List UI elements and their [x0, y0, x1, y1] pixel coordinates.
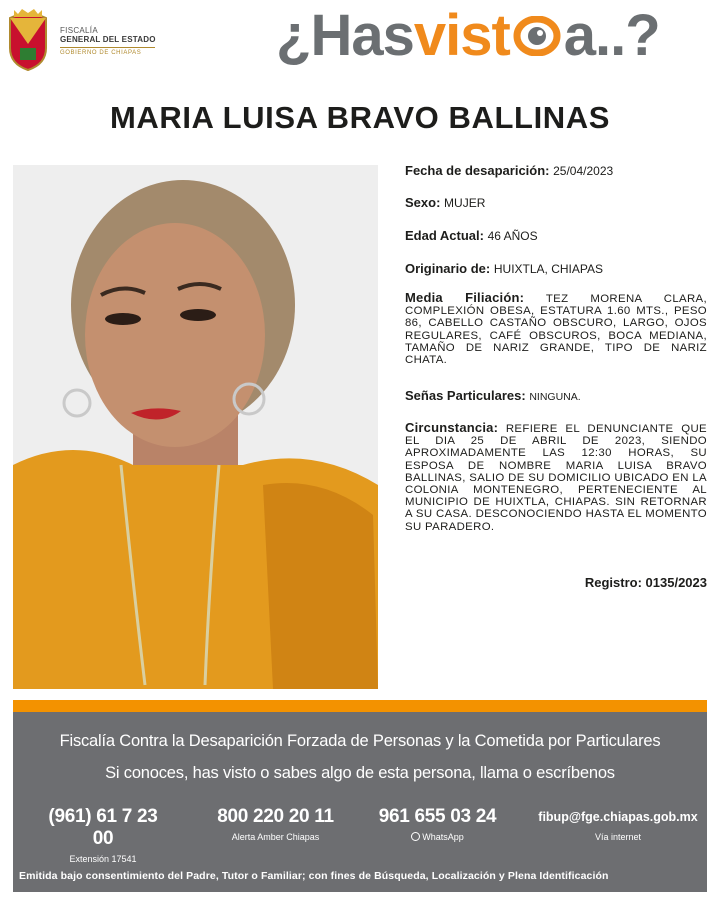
header [0, 0, 720, 85]
agency-line-3: GOBIERNO DE CHIAPAS [60, 47, 155, 57]
sexo-value: MUJER [444, 196, 486, 210]
whatsapp-icon [411, 832, 420, 841]
contact-caption-row [375, 832, 500, 842]
contact-whatsapp [375, 806, 500, 842]
edad-value: 46 AÑOS [487, 229, 538, 243]
contact-amber-alert [213, 806, 338, 842]
footer-title: Fiscalía Contra la Desaparición Forzada de Personas y la Cometida por Particulares [59, 732, 661, 750]
accent-bar [13, 700, 707, 712]
agency-name [60, 26, 156, 57]
originario-value: HUIXTLA, CHIAPAS [493, 262, 603, 276]
campaign-logo [276, 2, 660, 72]
filiacion-block [405, 291, 707, 366]
brand-question-mark: ¿ [276, 3, 311, 68]
originario-label: Originario de: [405, 261, 491, 276]
sexo-label: Sexo: [405, 195, 441, 210]
sexo-row [405, 195, 485, 211]
contact-email [533, 806, 703, 842]
originario-row [405, 261, 603, 277]
state-seal-icon [6, 8, 50, 72]
registro-number: Registro: 0135/2023 [584, 575, 707, 590]
senas-row [405, 388, 581, 404]
senas-value: NINGUNA. [529, 391, 581, 403]
contact-number: 800 220 20 11 [217, 806, 334, 827]
contact-caption: Extensión 17541 [69, 854, 137, 864]
filiacion-label: Media Filiación: [405, 290, 525, 305]
fecha-label: Fecha de desaparición: [405, 163, 550, 178]
filiacion-value: TEZ MORENA CLARA, COMPLEXIÓN OBESA, ESTATURA 1.60 MTS., PESO 86, CABELLO CASTAÑO OBSCURO, LARGO, OJOS REGULARES, CAFÉ OBSCUROS, BOCA MEDIANA, TAMAÑO DE NARIZ GRANDE, TIPO DE NARIZ CHATA. [405, 293, 708, 367]
fecha-value: 25/04/2023 [553, 164, 614, 178]
senas-label: Señas Particulares: [405, 388, 526, 403]
contact-caption: Alerta Amber Chiapas [231, 832, 320, 842]
person-photo [13, 165, 378, 689]
footer-subtitle: Si conoces, has visto o sabes algo de esta persona, llama o escríbenos [105, 764, 615, 782]
contact-caption: Vía internet [594, 832, 642, 842]
edad-row [405, 228, 538, 244]
edad-label: Edad Actual: [405, 228, 484, 243]
missing-person-name: MARIA LUISA BRAVO BALLINAS [109, 100, 611, 135]
brand-a: a..? [563, 3, 660, 68]
consent-note: Emitida bajo consentimiento del Padre, Tutor o Familiar; con fines de Búsqueda, Localización y Plena Identificación [19, 870, 609, 882]
circunstancia-value: REFIERE EL DENUNCIANTE QUE EL DIA 25 DE ABRIL DE 2023, SIENDO APROXIMADAMENTE LAS 12:30 HORAS, SU ESPOSA DE NOMBRE MARIA LUISA BRAVO BALLINAS, SALIO DE SU DOMICILIO UBICADO EN LA COLONIA MONTENEGRO, PERTENECIENTE AL MUNICIPIO DE HUIXTLA, CHIAPAS. SIN RETORNAR A SU CASA. DESCONOCIENDO HASTA EL MOMENTO SU PARADERO. [405, 423, 707, 533]
contact-email-address: fibup@fge.chiapas.gob.mx [538, 810, 698, 824]
eye-icon [511, 3, 563, 43]
contact-number: (961) 61 7 23 00 [48, 806, 158, 849]
brand-has: Has [310, 3, 414, 68]
circunstancia-label: Circunstancia: [405, 420, 499, 435]
contact-caption: WhatsApp [422, 832, 464, 842]
agency-line-2: GENERAL DEL ESTADO [60, 35, 156, 45]
contact-number: 961 655 03 24 [378, 806, 497, 827]
agency-line-1: FISCALÍA [60, 26, 98, 35]
footer-contact-panel [13, 712, 707, 892]
fecha-row [405, 163, 613, 179]
brand-vist: vist [413, 3, 510, 68]
circunstancia-block [405, 421, 707, 533]
contact-phone-extension [38, 806, 168, 864]
